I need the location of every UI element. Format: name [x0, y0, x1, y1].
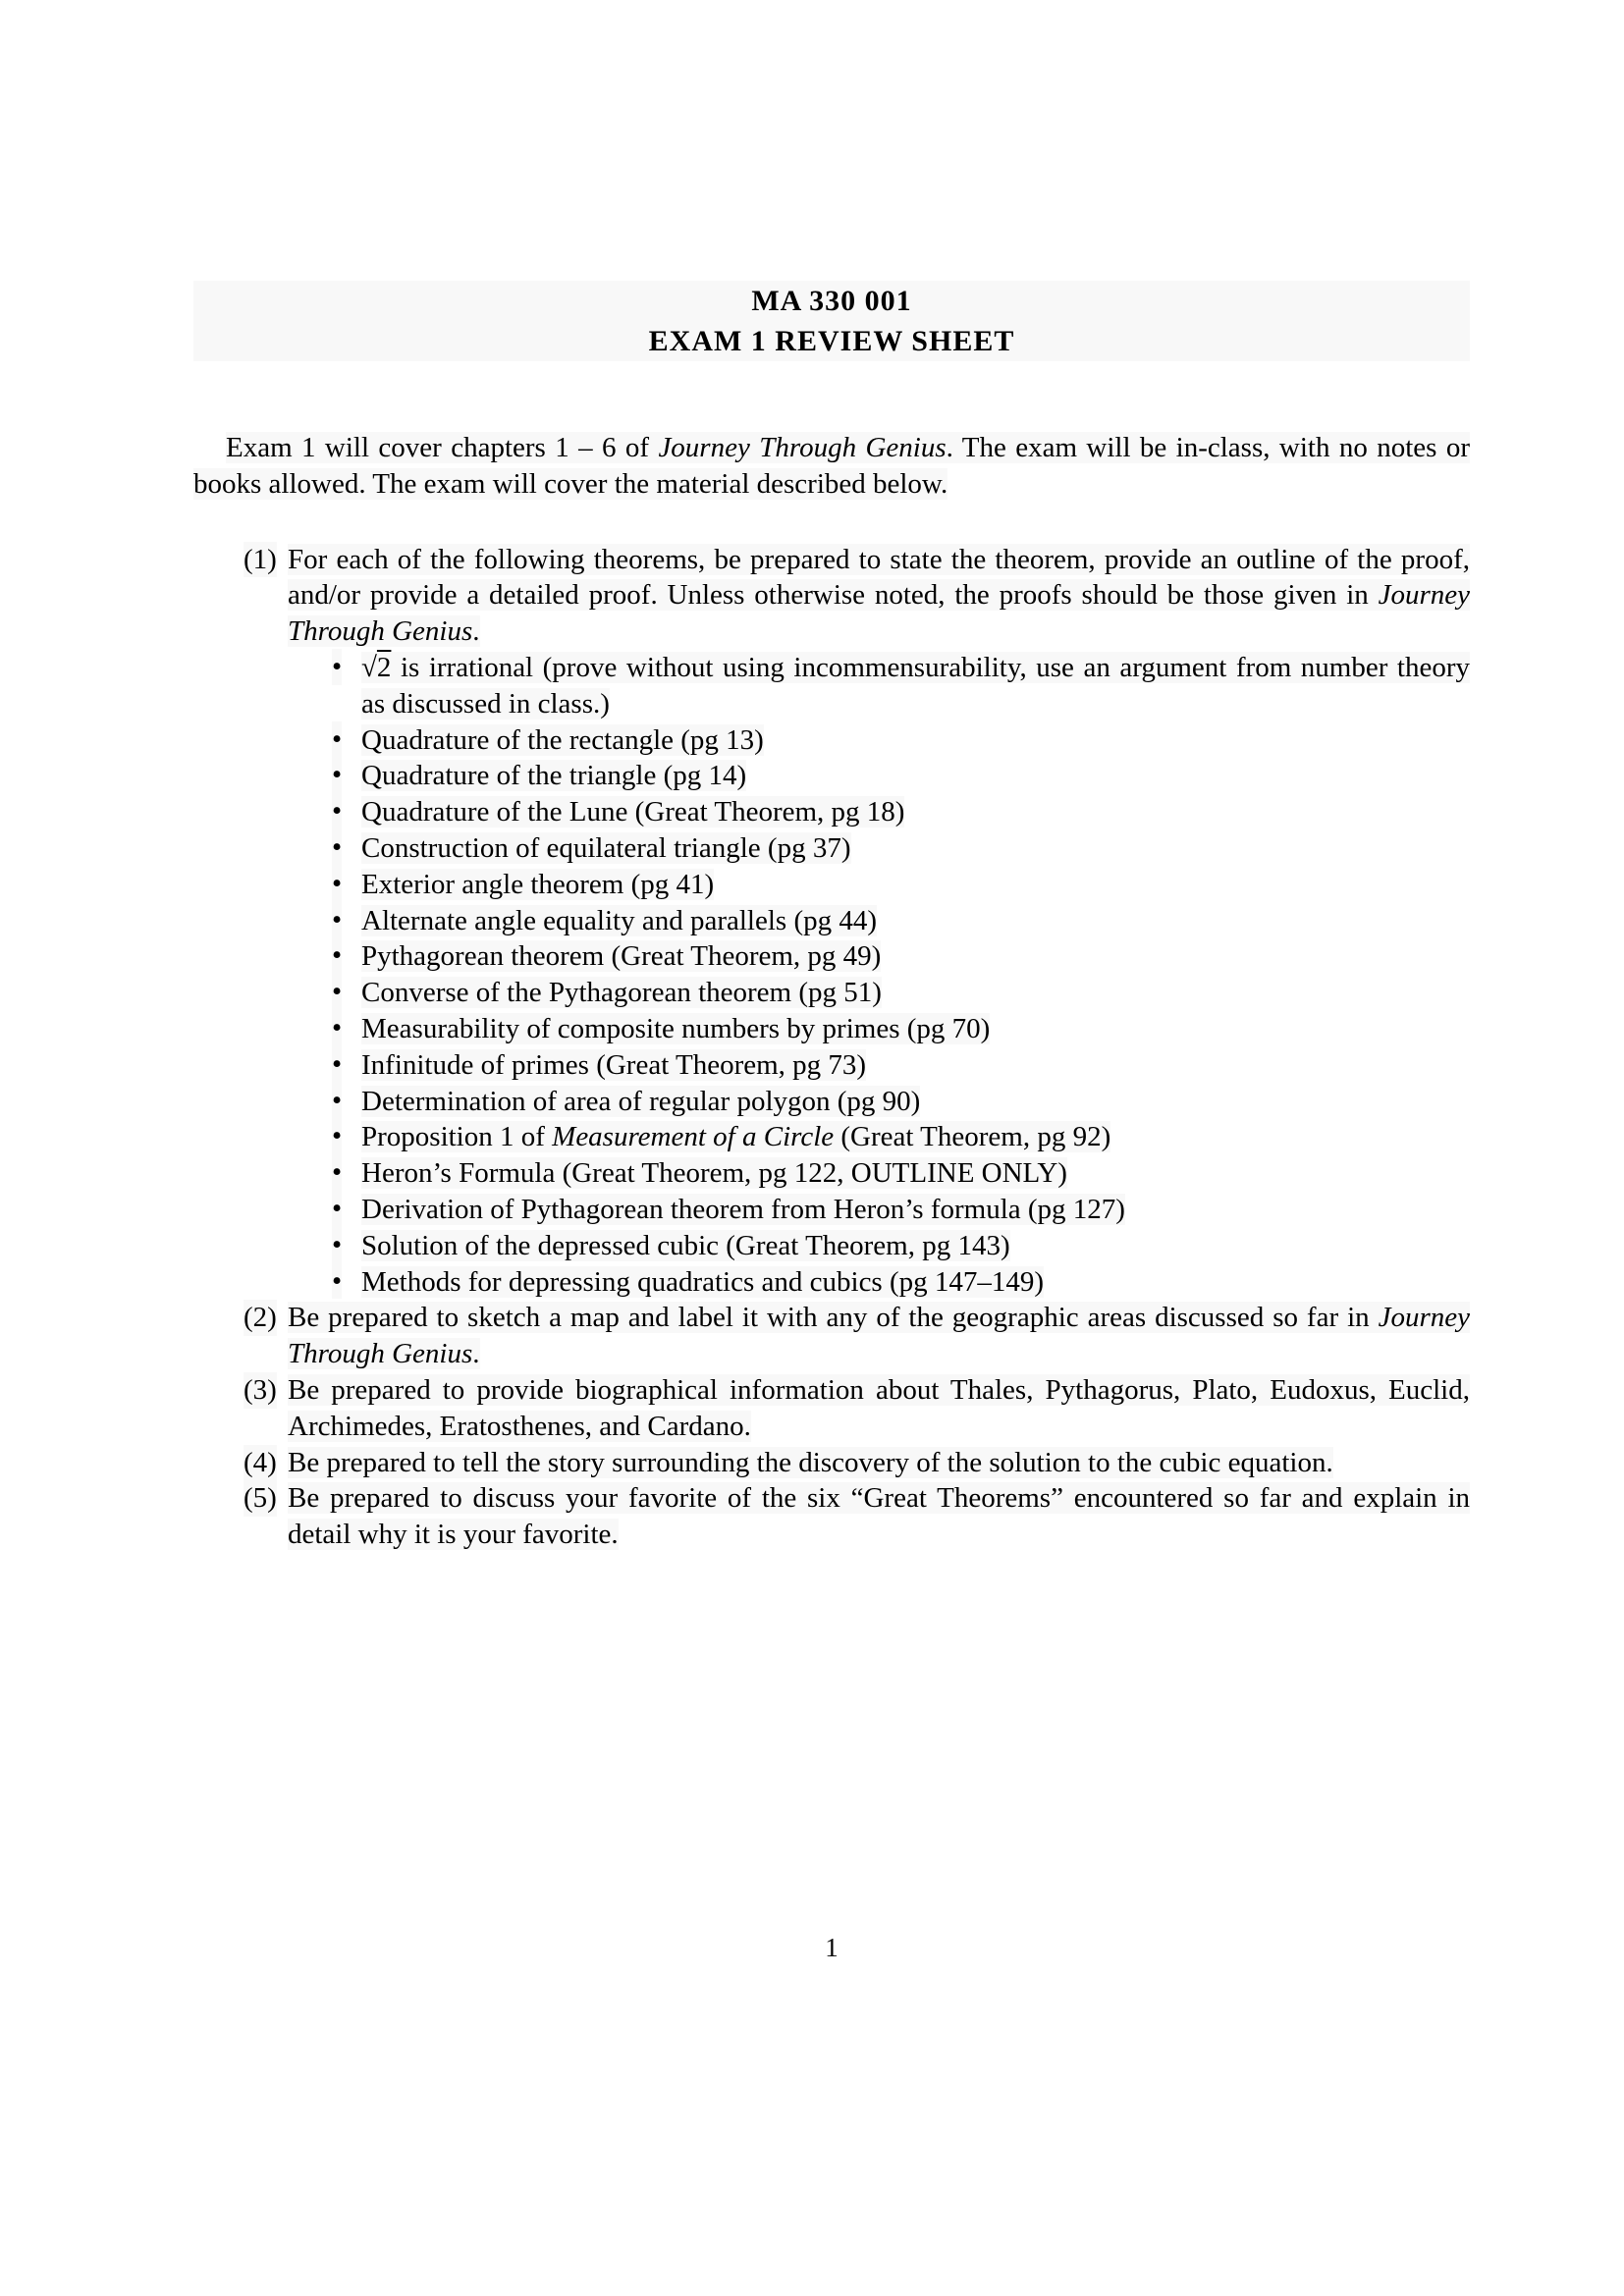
bullet-icon: •: [332, 1154, 342, 1191]
bullet-icon: •: [332, 902, 342, 938]
bullet-icon: •: [332, 1010, 342, 1046]
bullet-text: [361, 940, 881, 972]
review-item-5: [193, 1480, 1470, 1553]
item-text: [288, 1482, 1470, 1550]
bullet-text: [361, 905, 877, 936]
theorem-bullet: [288, 1228, 1470, 1264]
text-segment: Alternate angle equality and parallels (pg 44): [361, 904, 878, 936]
item-number: (3): [244, 1372, 277, 1409]
text-segment: Pythagorean theorem (Great Theorem, pg 49): [361, 940, 882, 973]
text-segment: Heron’s Formula (Great Theorem, pg 122, OUTLINE ONLY): [361, 1157, 1067, 1190]
item-text: [288, 1302, 1470, 1369]
review-item-2: [193, 1300, 1470, 1372]
theorem-bullet: [288, 938, 1470, 975]
text-segment: Infinitude of primes (Great Theorem, pg 73): [361, 1048, 867, 1081]
bullet-text: [361, 760, 746, 791]
review-item-4: [193, 1445, 1470, 1481]
bullet-icon: •: [332, 1046, 342, 1083]
theorem-bullet: [288, 1011, 1470, 1047]
bullet-text: [361, 1194, 1125, 1225]
bullet-icon: •: [332, 721, 342, 758]
theorem-bullet: [288, 867, 1470, 903]
bullet-text: [361, 796, 904, 828]
bullet-icon: •: [332, 829, 342, 866]
theorem-bullet: [288, 1192, 1470, 1228]
text-segment: . The exam will be in-class, with no notes or books allowed. The exam will cover the material described below.: [193, 432, 1470, 500]
theorem-bullet: [288, 1119, 1470, 1155]
text-segment: 2: [376, 651, 392, 683]
theorem-list: [288, 650, 1470, 1300]
bullet-text: [361, 724, 764, 756]
item-text: [288, 1447, 1333, 1478]
text-segment: Be prepared to discuss your favorite of the six “Great Theorems” encountered so far and explain in detail why it is your favorite.: [288, 1482, 1470, 1551]
theorem-bullet: [288, 758, 1470, 794]
bullet-text: [361, 832, 851, 864]
text-segment: Measurement of a Circle: [552, 1121, 835, 1153]
bullet-text: [361, 1266, 1044, 1298]
bullet-text: [361, 1086, 920, 1117]
text-segment: Exam 1 will cover chapters 1 – 6 of: [226, 432, 659, 463]
text-segment: Be prepared to provide biographical information about Thales, Pythagorus, Plato, Eudoxus, Euclid, Archimedes, Eratosthenes, and Cardano.: [288, 1373, 1470, 1442]
text-segment: Be prepared to sketch a map and label it with any of the geographic areas discussed so far in: [288, 1302, 1379, 1334]
bullet-text: [361, 977, 882, 1008]
bullet-icon: •: [332, 649, 342, 685]
theorem-bullet: [288, 903, 1470, 939]
theorem-bullet: [288, 722, 1470, 759]
bullet-icon: •: [332, 1118, 342, 1154]
text-segment: For each of the following theorems, be prepared to state the theorem, provide an outline of the proof, and/or provide a detailed proof. Unless otherwise noted, the proofs should be those given in: [288, 543, 1470, 612]
text-segment: Construction of equilateral triangle (pg 37): [361, 831, 851, 864]
bullet-text: [361, 1230, 1010, 1261]
theorem-bullet: [288, 1155, 1470, 1192]
course-code: MA 330 001: [193, 281, 1470, 321]
bullet-icon: •: [332, 1083, 342, 1119]
text-segment: Journey Through Genius: [288, 1302, 1470, 1370]
text-segment: .: [472, 1338, 480, 1370]
theorem-bullet: [288, 650, 1470, 722]
bullet-text: [361, 652, 1470, 720]
item-number: (5): [244, 1480, 277, 1517]
bullet-text: [361, 1157, 1067, 1189]
bullet-icon: •: [332, 1227, 342, 1263]
text-segment: Quadrature of the rectangle (pg 13): [361, 723, 764, 756]
text-block: [193, 0, 1470, 1553]
theorem-bullet: [288, 975, 1470, 1011]
text-segment: Quadrature of the Lune (Great Theorem, pg 18): [361, 796, 905, 828]
text-segment: Measurability of composite numbers by primes (pg 70): [361, 1012, 991, 1044]
bullet-icon: •: [332, 793, 342, 829]
document-header: [193, 0, 1470, 361]
text-segment: Converse of the Pythagorean theorem (pg 51): [361, 977, 882, 1009]
bullet-icon: •: [332, 1191, 342, 1227]
review-items-list: [193, 542, 1470, 1553]
theorem-bullet: [288, 830, 1470, 867]
intro-paragraph: [193, 430, 1470, 503]
bullet-icon: •: [332, 974, 342, 1010]
text-segment: Methods for depressing quadratics and cubics (pg 147–149): [361, 1265, 1045, 1298]
page-title: EXAM 1 REVIEW SHEET: [193, 321, 1470, 361]
text-segment: Be prepared to tell the story surrounding the discovery of the solution to the cubic equation.: [288, 1446, 1333, 1478]
bullet-icon: •: [332, 1263, 342, 1300]
text-segment: .: [472, 615, 480, 648]
theorem-bullet: [288, 1264, 1470, 1301]
text-segment: √: [361, 651, 377, 683]
bullet-text: [361, 1121, 1110, 1152]
text-segment: Derivation of Pythagorean theorem from Heron’s formula (pg 127): [361, 1193, 1125, 1225]
theorem-bullet: [288, 1084, 1470, 1120]
bullet-text: [361, 1013, 990, 1044]
item-number: (1): [244, 542, 277, 578]
review-item-3: [193, 1372, 1470, 1445]
text-segment: Journey Through Genius: [658, 432, 947, 463]
text-segment: Journey Through Genius: [288, 579, 1470, 648]
text-segment: Exterior angle theorem (pg 41): [361, 868, 715, 900]
item-text: [288, 1374, 1470, 1442]
text-segment: Quadrature of the triangle (pg 14): [361, 760, 747, 792]
page-number: 1: [825, 1933, 839, 1962]
theorem-bullet: [288, 1047, 1470, 1084]
text-segment: Proposition 1 of: [361, 1121, 553, 1153]
bullet-icon: •: [332, 757, 342, 793]
item-number: (2): [244, 1300, 277, 1336]
review-item-1: [193, 542, 1470, 1301]
bullet-text: [361, 1049, 866, 1081]
item-number: (4): [244, 1445, 277, 1481]
bullet-icon: •: [332, 866, 342, 902]
item-text: [288, 544, 1470, 648]
bullet-icon: •: [332, 937, 342, 974]
text-segment: (Great Theorem, pg 92): [834, 1121, 1111, 1153]
text-segment: Solution of the depressed cubic (Great Theorem, pg 143): [361, 1229, 1010, 1261]
text-segment: Determination of area of regular polygon (pg 90): [361, 1085, 921, 1117]
text-segment: is irrational (prove without using incommensurability, use an argument from number theory as discussed in class.): [361, 651, 1470, 720]
theorem-bullet: [288, 794, 1470, 830]
bullet-text: [361, 869, 714, 900]
